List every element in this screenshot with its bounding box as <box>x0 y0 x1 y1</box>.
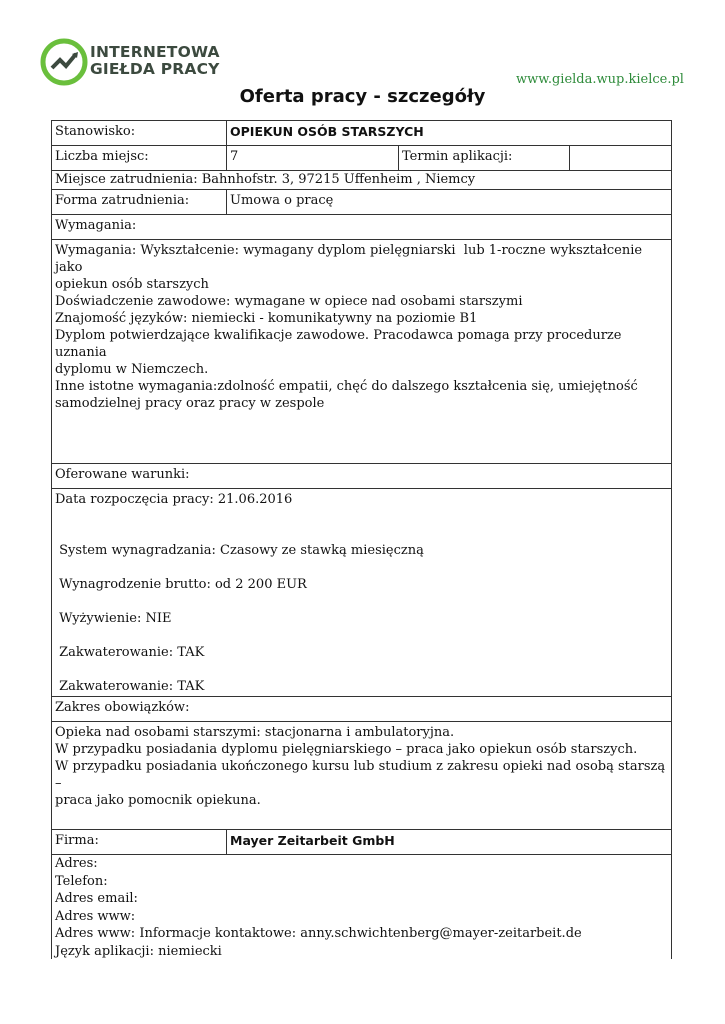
location-text: Miejsce zatrudnienia: Bahnhofstr. 3, 97215 Uffenheim , Niemcy <box>55 172 476 187</box>
requirements-line: Dyplom potwierdzające kwalifikacje zawodowe. Pracodawca pomaga przy procedurze uznania <box>55 328 626 360</box>
requirements-line: dyplomu w Niemczech. <box>55 362 209 377</box>
company-row <box>51 830 672 855</box>
duties-label: Zakres obowiązków: <box>55 700 190 715</box>
duties-line: Opieka nad osobami starszymi: stacjonarna i ambulatoryjna. <box>55 725 455 740</box>
email: Adres email: <box>55 891 138 906</box>
logo-line-2: GIEŁDA PRACY <box>90 60 220 78</box>
address: Adres: <box>55 856 98 871</box>
contacts-block <box>51 855 672 959</box>
logo-emblem-icon <box>40 38 88 86</box>
location-row <box>51 171 672 190</box>
accommodation: Zakwaterowanie: TAK <box>55 645 205 660</box>
places-row <box>51 146 672 171</box>
deadline-value <box>569 146 671 170</box>
conditions-header-row <box>51 464 672 489</box>
requirements-header-row <box>51 215 672 240</box>
accommodation: Zakwaterowanie: TAK <box>55 679 205 694</box>
gross-salary: Wynagrodzenie brutto: od 2 200 EUR <box>55 577 307 592</box>
requirements-label: Wymagania: <box>55 218 137 233</box>
requirements-line: opiekun osób starszych <box>55 277 209 292</box>
www-contact: Adres www: Informacje kontaktowe: anny.schwichtenberg@mayer-zeitarbeit.de <box>55 926 582 941</box>
employment-row <box>51 190 672 215</box>
employment-label: Forma zatrudnienia: <box>55 193 190 208</box>
places-label: Liczba miejsc: <box>55 149 149 164</box>
requirements-line: Inne istotne wymagania:zdolność empatii, chęć do dalszego kształcenia się, umiejętność <box>55 379 638 394</box>
position-value: OPIEKUN OSÓB STARSZYCH <box>226 121 671 145</box>
deadline-label: Termin aplikacji: <box>398 146 569 170</box>
duties-header-row <box>51 697 672 722</box>
requirements-line: Doświadczenie zawodowe: wymagane w opiece nad osobami starszymi <box>55 294 523 309</box>
conditions-block <box>51 489 672 697</box>
start-date: Data rozpoczęcia pracy: 21.06.2016 <box>55 492 293 507</box>
duties-line: W przypadku posiadania dyplomu pielęgniarskiego – praca jako opiekun osób starszych. <box>55 742 638 757</box>
requirements-block <box>51 240 672 464</box>
conditions-label: Oferowane warunki: <box>55 467 190 482</box>
logo-line-1: INTERNETOWA <box>90 43 220 61</box>
logo <box>40 38 230 86</box>
www: Adres www: <box>55 908 136 924</box>
meals: Wyżywienie: NIE <box>55 611 172 626</box>
phone: Telefon: <box>55 873 108 889</box>
company-label: Firma: <box>55 833 99 848</box>
duties-line: W przypadku posiadania ukończonego kursu lub studium z zakresu opieki nad osobą starszą – <box>55 759 670 791</box>
site-url[interactable]: www.gielda.wup.kielce.pl <box>516 72 684 87</box>
salary-system: System wynagradzania: Czasowy ze stawką miesięczną <box>55 543 424 558</box>
requirements-line: Wymagania: Wykształcenie: wymagany dyplom pielęgniarski lub 1-roczne wykształcenie jako <box>55 243 647 275</box>
employment-value: Umowa o pracę <box>226 190 671 214</box>
requirements-line: Znajomość języków: niemiecki - komunikatywny na poziomie B1 <box>55 311 478 326</box>
company-value: Mayer Zeitarbeit GmbH <box>226 830 671 854</box>
duties-line: praca jako pomocnik opiekuna. <box>55 793 261 808</box>
logo-text <box>90 44 220 78</box>
position-row <box>51 120 672 146</box>
offer-sheet <box>51 120 672 959</box>
places-value: 7 <box>226 146 398 170</box>
application-language: Język aplikacji: niemiecki <box>55 943 222 959</box>
page-title: Oferta pracy - szczegóły <box>239 86 486 107</box>
position-label: Stanowisko: <box>55 124 136 139</box>
duties-block <box>51 722 672 830</box>
requirements-line: samodzielnej pracy oraz pracy w zespole <box>55 396 325 411</box>
